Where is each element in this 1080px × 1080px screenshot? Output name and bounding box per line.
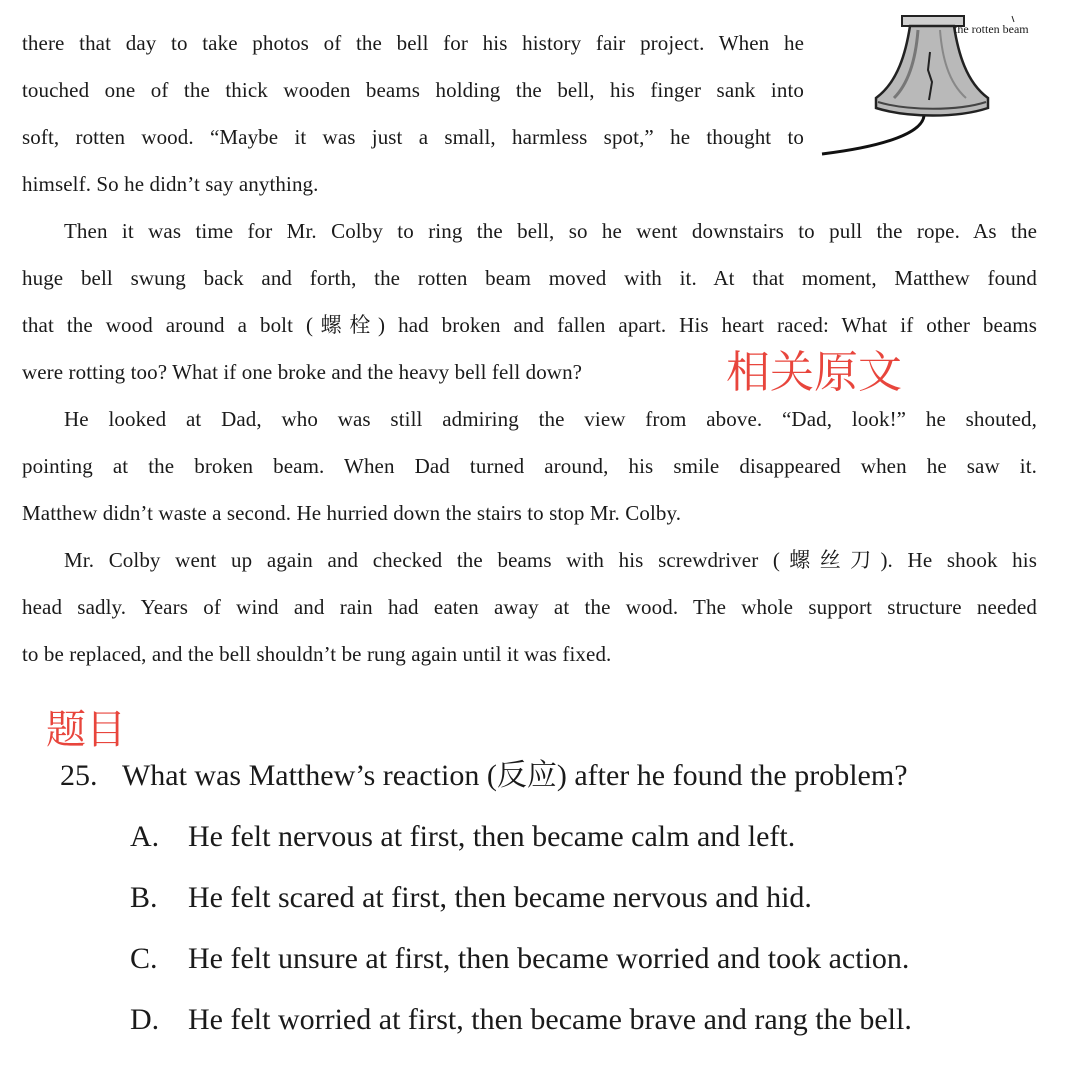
passage-line: Matthew didn’t waste a second. He hurried down the stairs to stop Mr. Colby.: [22, 501, 682, 525]
option-letter: A.: [130, 820, 160, 853]
option-text: He felt worried at first, then became brave and rang the bell.: [188, 1003, 912, 1036]
option-text: He felt unsure at first, then became worried and took action.: [188, 942, 910, 975]
passage-line: there that day to take photos of the bell for his history fair project. When he: [22, 31, 804, 55]
option-text: He felt scared at first, then became nervous and hid.: [188, 881, 812, 914]
passage-line: huge bell swung back and forth, the rotten beam moved with it. At that moment, Matthew found: [22, 266, 1037, 290]
option-a[interactable]: [130, 817, 795, 857]
passage-line: Mr. Colby went up again and checked the beams with his screwdriver (螺丝刀). He shook his: [64, 548, 1037, 572]
question-label: 题目: [46, 707, 126, 753]
passage-line: He looked at Dad, who was still admiring the view from above. “Dad, look!” he shouted,: [64, 407, 1037, 431]
question-text: What was Matthew’s reaction (反应) after he found the problem?: [121, 759, 908, 792]
question-number: 25.: [60, 759, 98, 792]
option-letter: B.: [130, 881, 158, 914]
passage-line: pointing at the broken beam. When Dad turned around, his smile disappeared when he saw it.: [22, 454, 1037, 478]
option-c[interactable]: [130, 939, 909, 979]
option-d[interactable]: [130, 1000, 912, 1040]
passage-line: soft, rotten wood. “Maybe it was just a small, harmless spot,” he thought to: [22, 125, 804, 149]
passage-line: Then it was time for Mr. Colby to ring the bell, so he went downstairs to pull the rope. As the: [64, 219, 1037, 243]
passage-line: himself. So he didn’t say anything.: [22, 172, 319, 196]
passage-line: were rotting too? What if one broke and the heavy bell fell down?: [22, 360, 583, 384]
passage-line: head sadly. Years of wind and rain had eaten away at the wood. The whole support structure needed: [22, 595, 1037, 619]
option-letter: D.: [130, 1003, 160, 1036]
option-letter: C.: [130, 942, 158, 975]
passage-line: to be replaced, and the bell shouldn’t be rung again until it was fixed.: [22, 642, 612, 666]
bell-caption: the rotten beam: [954, 22, 1029, 36]
passage-line: that the wood around a bolt (螺栓) had broken and fallen apart. His heart raced: What if other beams: [22, 313, 1037, 337]
option-text: He felt nervous at first, then became calm and left.: [188, 820, 796, 853]
question-stem: [60, 756, 908, 796]
option-b[interactable]: [130, 878, 812, 918]
passage-line: touched one of the thick wooden beams holding the bell, his finger sank into: [22, 78, 804, 102]
related-text-label: 相关原文: [726, 347, 902, 398]
